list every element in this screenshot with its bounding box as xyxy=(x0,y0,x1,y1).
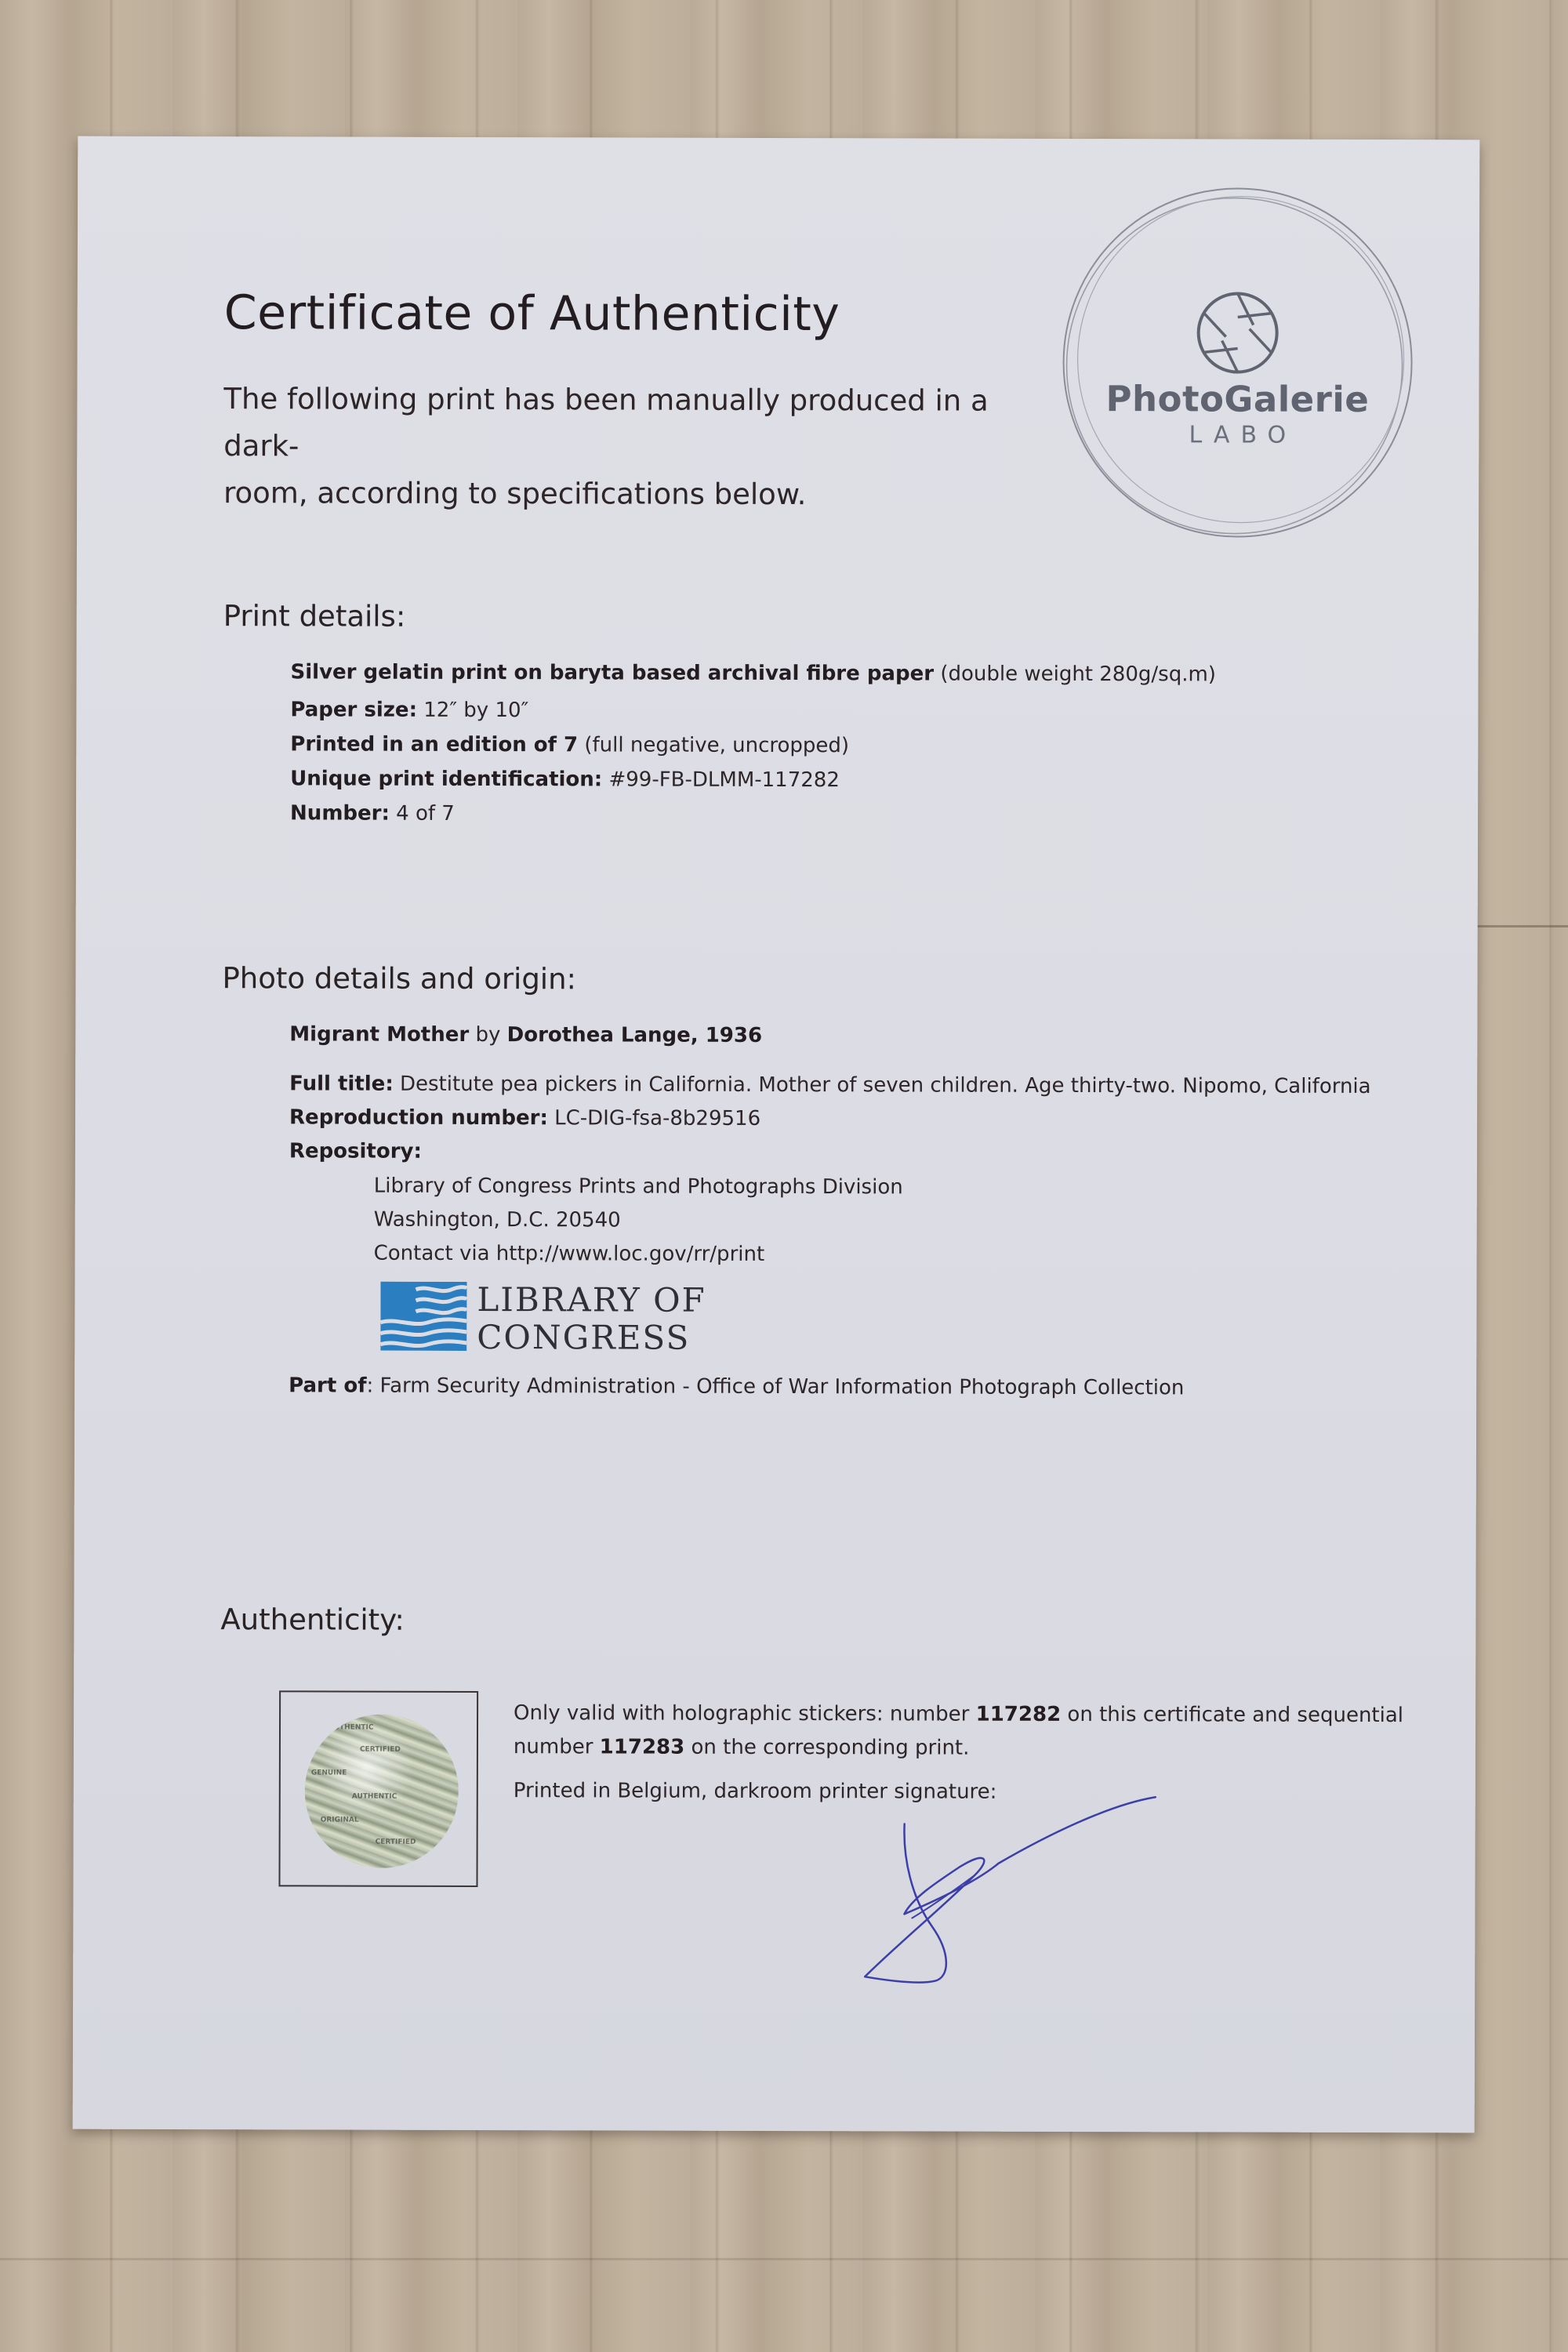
valid-text-end: on the corresponding print. xyxy=(684,1735,970,1760)
edition-label: Printed in an edition of 7 xyxy=(290,732,579,757)
holographic-sticker-box xyxy=(278,1690,478,1887)
edition-line xyxy=(290,732,849,757)
printed-in-line: Printed in Belgium, darkroom printer signature: xyxy=(513,1779,997,1804)
paper-size-line xyxy=(290,698,528,722)
intro-line-1: The following print has been manually produced in a dark- xyxy=(223,382,989,463)
work-author: Dorothea Lange, 1936 xyxy=(506,1023,763,1047)
paper-type-label: Silver gelatin print on baryta based archival fibre paper xyxy=(290,660,935,686)
part-of-line xyxy=(289,1374,1184,1399)
paper-size-value: 12″ by 10″ xyxy=(416,698,529,723)
reproduction-number-line xyxy=(289,1105,760,1131)
work-title: Migrant Mother xyxy=(289,1022,470,1047)
certificate-title: Certificate of Authenticity xyxy=(223,285,840,343)
full-title-line xyxy=(289,1072,1371,1098)
printer-signature xyxy=(857,1788,1171,2024)
certificate-sticker-number: 117282 xyxy=(975,1702,1062,1726)
photogalerie-logo xyxy=(1057,182,1418,543)
hologram-word: CERTIFIED xyxy=(359,1745,401,1754)
hologram-word: ORIGINAL xyxy=(320,1816,359,1824)
floor-board-joint xyxy=(0,2258,1568,2260)
edition-value: (full negative, uncropped) xyxy=(578,733,850,758)
logo-name: PhotoGalerie xyxy=(1105,378,1370,420)
valid-text-number: number xyxy=(513,1735,600,1759)
work-title-line xyxy=(289,1022,762,1047)
repository-line-1: Library of Congress Prints and Photographs Division xyxy=(373,1174,903,1200)
camera-aperture-icon xyxy=(1195,289,1281,376)
certificate-intro xyxy=(223,376,1007,519)
hologram-word: GENUINE xyxy=(310,1769,347,1777)
print-id-line xyxy=(290,767,840,792)
hologram-word: AUTHENTIC xyxy=(328,1723,374,1732)
flag-waves-icon xyxy=(380,1282,466,1351)
by-word: by xyxy=(469,1022,507,1047)
repository-line-2: Washington, D.C. 20540 xyxy=(373,1207,621,1232)
part-of-value: : Farm Security Administration - Office of War Information Photograph Collection xyxy=(366,1374,1185,1400)
print-number-line xyxy=(290,801,455,826)
print-id-label: Unique print identification: xyxy=(290,767,603,792)
print-details-heading: Print details: xyxy=(223,599,406,633)
paper-type-value: (double weight 280g/sq.m) xyxy=(934,662,1216,687)
hologram-word: CERTIFIED xyxy=(375,1838,416,1846)
paper-size-label: Paper size: xyxy=(290,698,418,722)
part-of-label: Part of xyxy=(289,1374,367,1398)
intro-line-2: room, according to specifications below. xyxy=(223,476,807,512)
authenticity-heading: Authenticity: xyxy=(220,1602,405,1637)
logo-subtitle: LABO xyxy=(1189,421,1298,449)
valid-stickers-line-2 xyxy=(514,1735,970,1760)
loc-logo-line-1: LIBRARY OF xyxy=(477,1280,706,1319)
print-id-value: #99-FB-DLMM-117282 xyxy=(602,768,840,793)
full-title-label: Full title: xyxy=(289,1072,394,1096)
floor-board-joint xyxy=(1474,925,1568,927)
reproduction-number-value: LC-DIG-fsa-8b29516 xyxy=(547,1106,761,1131)
repository-label-line xyxy=(289,1139,422,1163)
repository-label: Repository: xyxy=(289,1139,422,1163)
holographic-sticker xyxy=(305,1714,459,1868)
loc-logo-line-2: CONGRESS xyxy=(477,1318,691,1357)
valid-text-start: Only valid with holographic stickers: number xyxy=(514,1701,976,1726)
hologram-word: AUTHENTIC xyxy=(351,1792,397,1801)
repository-contact-line: Contact via http://www.loc.gov/rr/print xyxy=(373,1241,765,1266)
print-sticker-number: 117283 xyxy=(599,1735,685,1759)
valid-stickers-line-1 xyxy=(514,1701,1403,1727)
photo-details-heading: Photo details and origin: xyxy=(222,961,577,996)
print-number-value: 4 of 7 xyxy=(389,801,455,826)
reproduction-number-label: Reproduction number: xyxy=(289,1105,548,1131)
full-title-value: Destitute pea pickers in California. Mother of seven children. Age thirty-two. Nipomo, California xyxy=(393,1072,1371,1098)
print-number-label: Number: xyxy=(290,801,390,826)
certificate-sheet xyxy=(73,136,1480,2133)
paper-type-line xyxy=(291,660,1216,686)
valid-text-mid: on this certificate and sequential xyxy=(1061,1702,1404,1728)
